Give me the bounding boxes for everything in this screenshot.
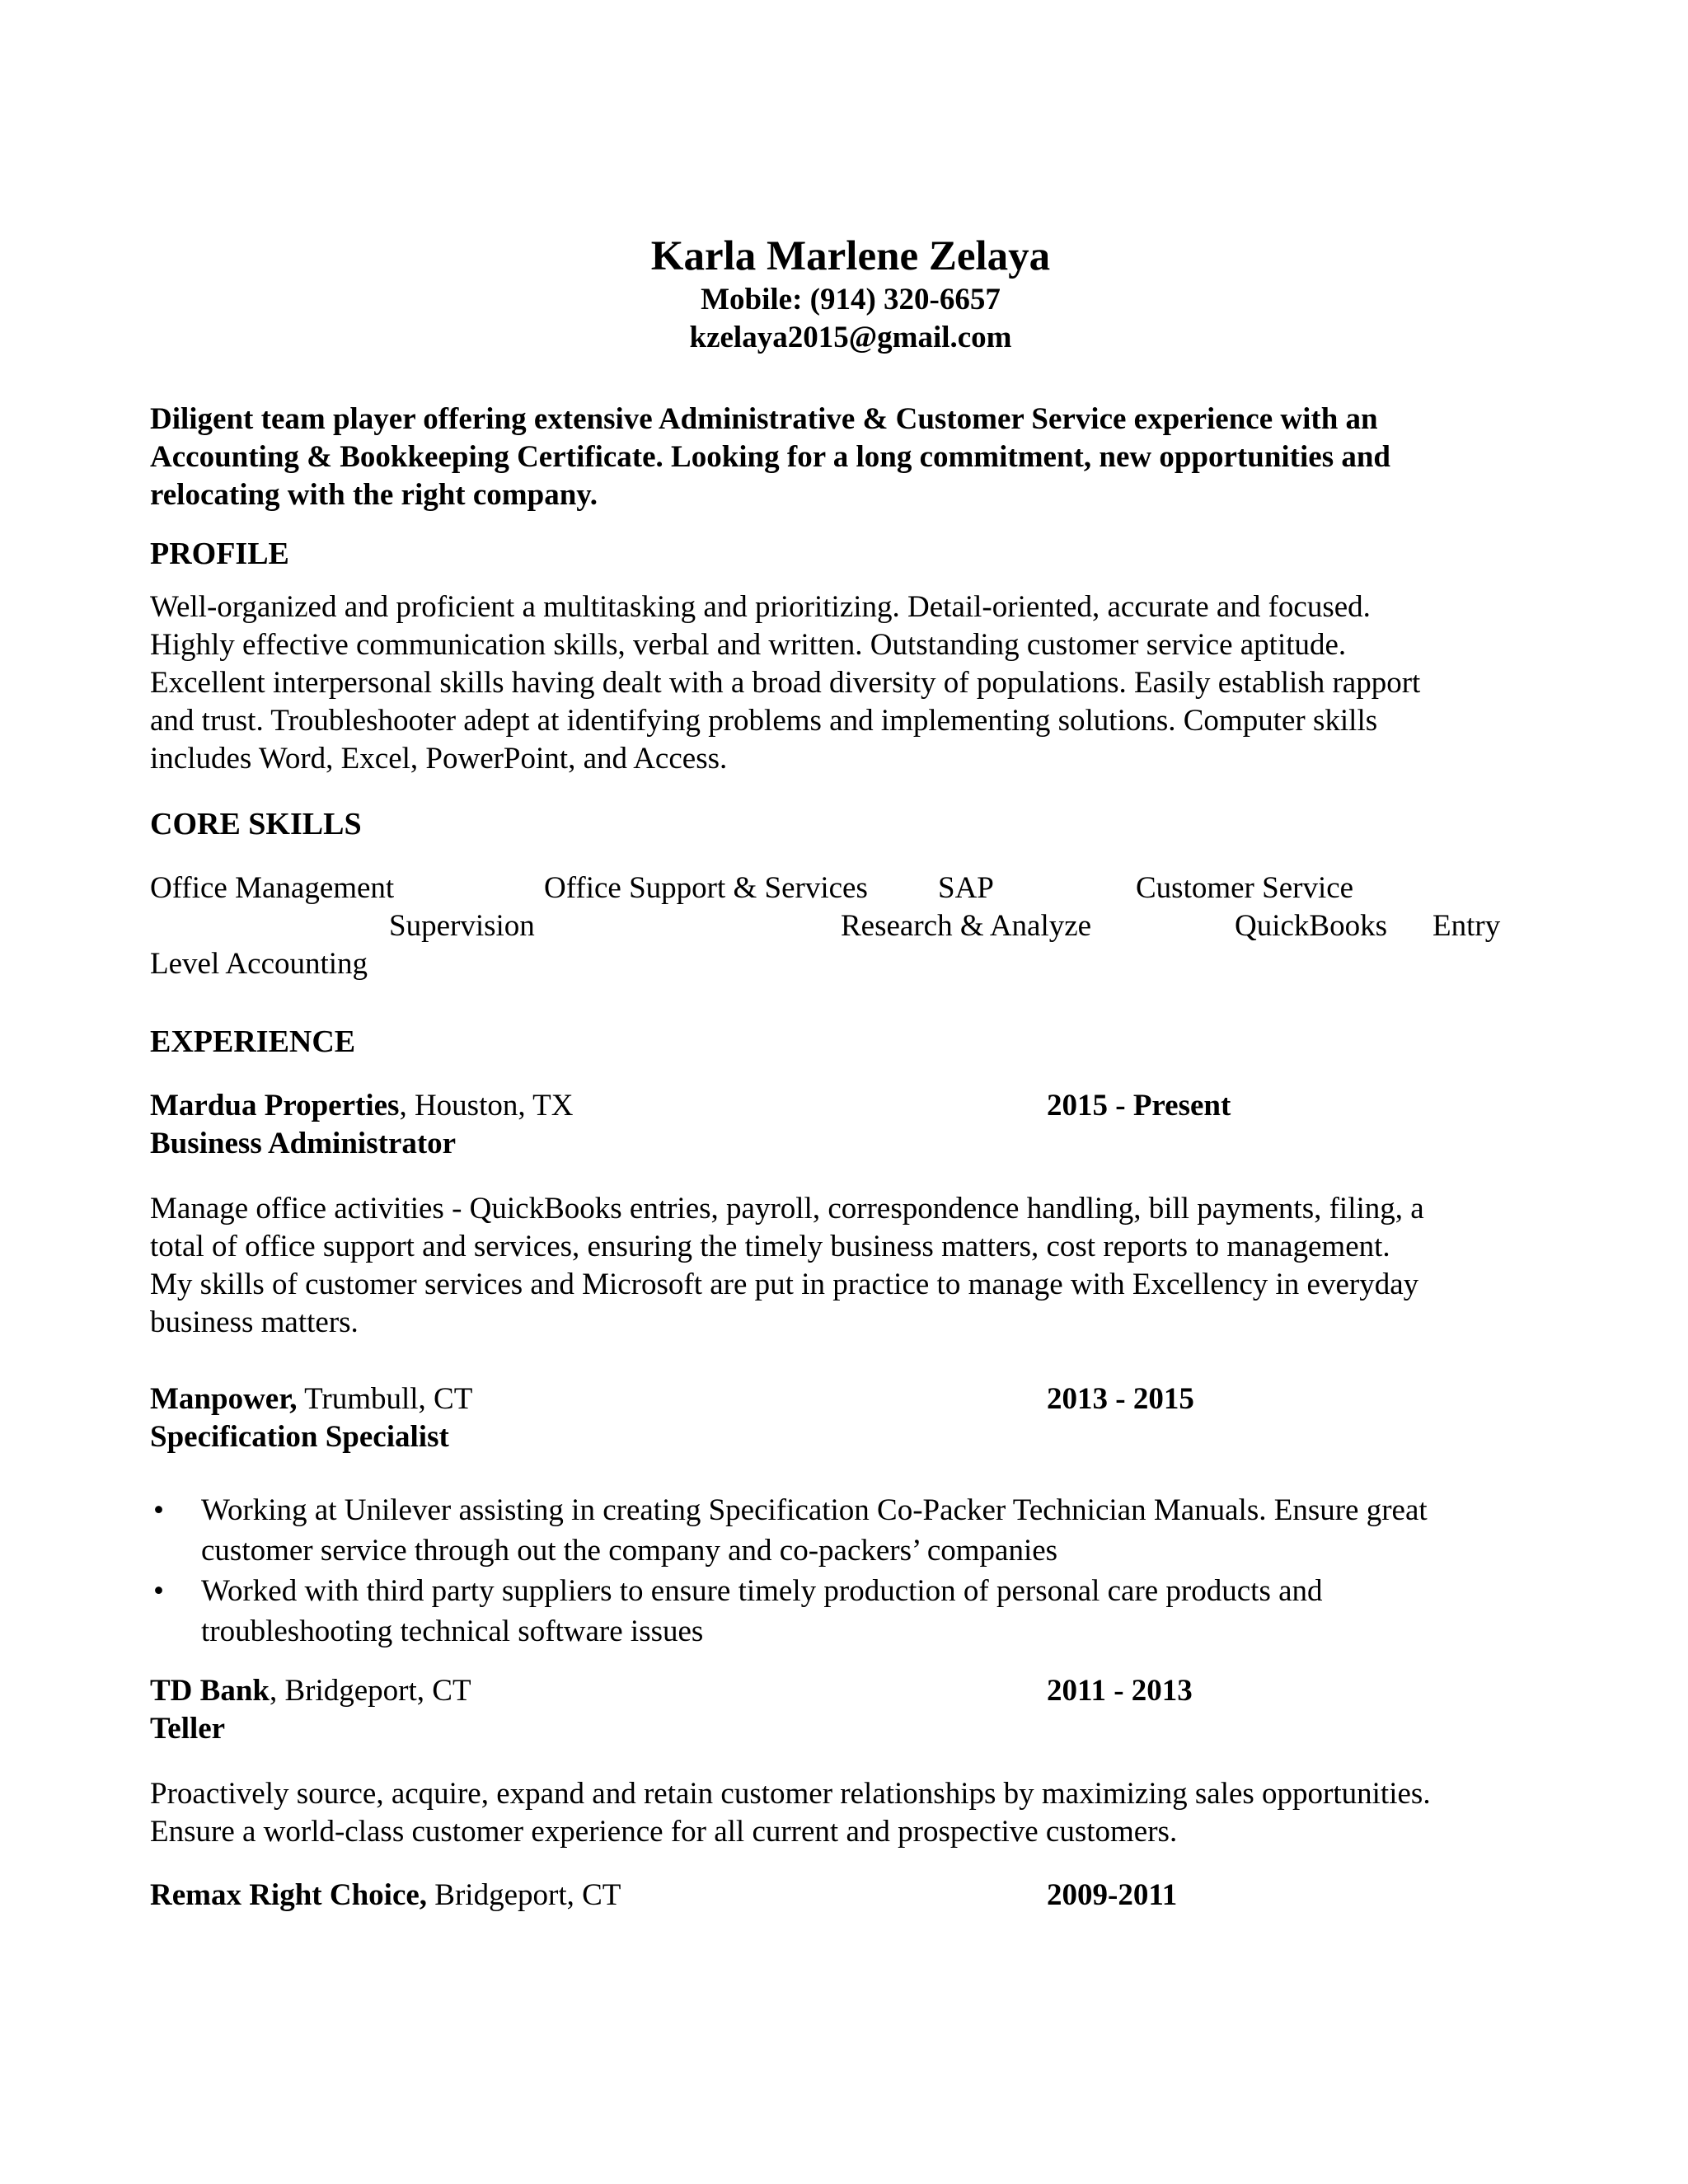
bullet-line: Worked with third party suppliers to ensure timely production of personal care products and [201, 1574, 1323, 1608]
job-dates: 2013 - 2015 [1047, 1382, 1194, 1416]
job-title: Specification Specialist [150, 1420, 449, 1454]
summary-line: Diligent team player offering extensive Administrative & Customer Service experience with an [150, 402, 1378, 436]
job-description [150, 1190, 1551, 1342]
description-line: Manage office activities - QuickBooks entries, payroll, correspondence handling, bill payments, filing, a [150, 1192, 1424, 1226]
skill-item: Office Support & Services [544, 871, 868, 905]
company-location: Bridgeport, CT [427, 1878, 621, 1912]
job-dates: 2011 - 2013 [1047, 1674, 1193, 1708]
description-line: My skills of customer services and Microsoft are put in practice to manage with Excellency in everyday [150, 1268, 1419, 1301]
job-description [150, 1775, 1551, 1851]
company-name: TD Bank [150, 1674, 270, 1708]
company-name: Remax Right Choice, [150, 1878, 428, 1912]
mobile-number: Mobile: (914) 320-6657 [701, 282, 1001, 316]
resume-header [150, 232, 1551, 357]
job-employer [150, 1088, 574, 1123]
company-name: Mardua Properties [150, 1089, 400, 1122]
job-bullet-list [150, 1490, 1551, 1652]
profile-line: Well-organized and proficient a multitasking and prioritizing. Detail-oriented, accurate and focused. [150, 590, 1371, 624]
profile-line: Highly effective communication skills, verbal and written. Outstanding customer service aptitude. [150, 628, 1347, 662]
experience-heading: EXPERIENCE [150, 1024, 356, 1059]
skill-item: Level Accounting [150, 947, 368, 981]
description-line: total of office support and services, ensuring the timely business matters, cost reports to management. [150, 1230, 1390, 1263]
description-line: business matters. [150, 1305, 359, 1339]
email-address: kzelaya2015@gmail.com [689, 320, 1012, 354]
job-title: Teller [150, 1712, 226, 1746]
job-dates: 2015 - Present [1047, 1089, 1231, 1122]
job-dates: 2009-2011 [1047, 1878, 1178, 1912]
summary-statement [150, 401, 1551, 514]
job-employer [150, 1381, 472, 1417]
bullet-icon: • [153, 1493, 164, 1527]
job-employer [150, 1673, 471, 1708]
description-line: Proactively source, acquire, expand and retain customer relationships by maximizing sales opportunities. [150, 1777, 1431, 1811]
company-location: Trumbull, CT [297, 1382, 473, 1416]
skill-item: Entry [1432, 909, 1501, 943]
candidate-name: Karla Marlene Zelaya [650, 233, 1051, 279]
skill-item: Supervision [389, 909, 535, 943]
job-bullet [150, 1490, 1551, 1571]
company-name: Manpower, [150, 1382, 298, 1416]
skill-item: QuickBooks [1235, 909, 1387, 943]
skill-item: Office Management [150, 871, 395, 905]
job-bullet [150, 1571, 1551, 1652]
core-skills-heading: CORE SKILLS [150, 807, 362, 841]
job-employer [150, 1877, 621, 1913]
bullet-icon: • [153, 1574, 164, 1608]
summary-line: relocating with the right company. [150, 478, 598, 512]
skill-item: Customer Service [1136, 871, 1354, 905]
profile-line: includes Word, Excel, PowerPoint, and Access. [150, 742, 728, 776]
company-location: , Bridgeport, CT [269, 1674, 471, 1708]
description-line: Ensure a world-class customer experience for all current and prospective customers. [150, 1815, 1178, 1849]
summary-line: Accounting & Bookkeeping Certificate. Looking for a long commitment, new opportunities and [150, 440, 1391, 474]
profile-text [150, 588, 1551, 778]
skill-item: Research & Analyze [841, 909, 1092, 943]
job-title: Business Administrator [150, 1127, 457, 1160]
profile-line: and trust. Troubleshooter adept at identifying problems and implementing solutions. Computer skills [150, 704, 1378, 738]
bullet-line: Working at Unilever assisting in creating Specification Co-Packer Technician Manuals. Ensure great [201, 1493, 1428, 1527]
bullet-line: troubleshooting technical software issues [201, 1615, 704, 1648]
profile-line: Excellent interpersonal skills having dealt with a broad diversity of populations. Easily establish rapport [150, 666, 1421, 700]
profile-heading: PROFILE [150, 537, 289, 571]
bullet-line: customer service through out the company and co-packers’ companies [201, 1534, 1058, 1568]
skill-item: SAP [938, 871, 994, 905]
company-location: , Houston, TX [399, 1089, 574, 1122]
